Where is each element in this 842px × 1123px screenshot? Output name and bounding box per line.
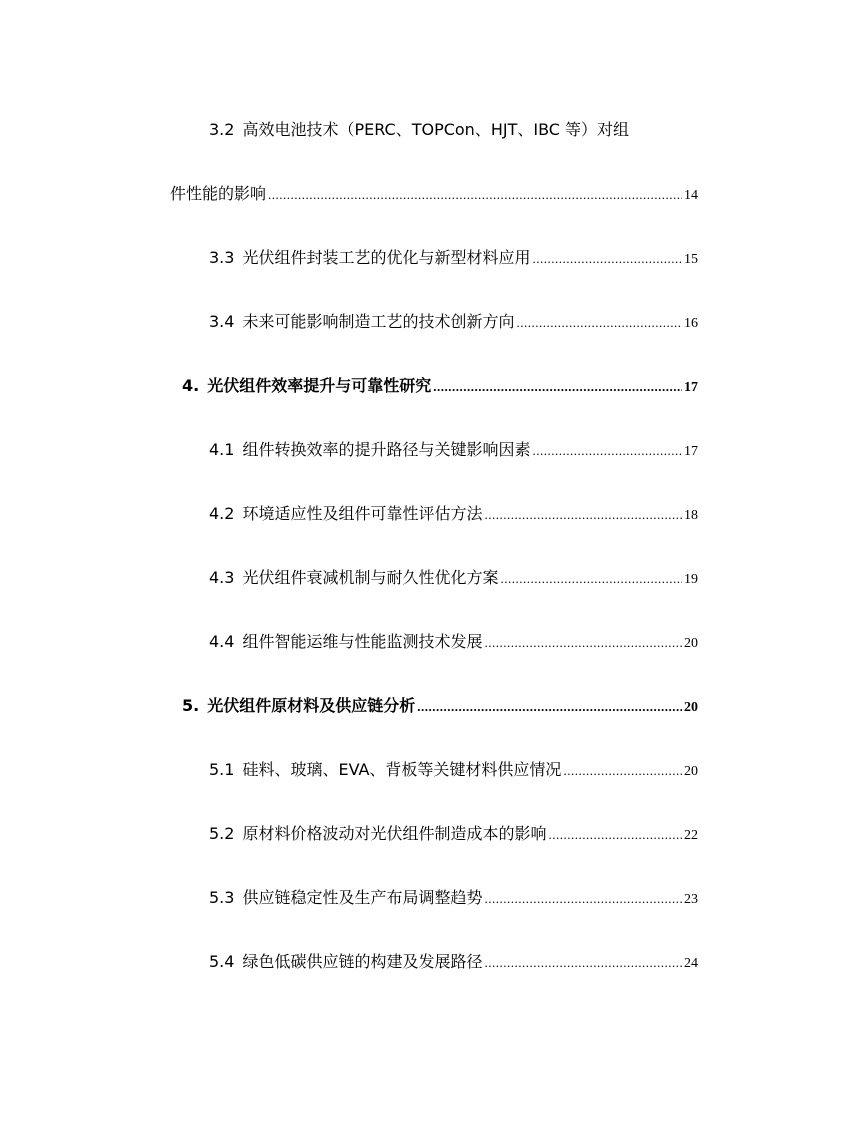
toc-entry-3-4[interactable] (209, 312, 698, 334)
toc-entry-number: 3.2 (209, 120, 235, 139)
toc-section-title: 光伏组件效率提升与可靠性研究 (207, 376, 432, 395)
toc-entry-title: 组件智能运维与性能监测技术发展 (242, 632, 483, 651)
toc-page-number: 15 (684, 252, 698, 267)
dot-leader (500, 569, 682, 589)
toc-entry-5-3[interactable] (209, 888, 698, 910)
toc-entry-4-1[interactable] (209, 440, 698, 462)
toc-page-number: 17 (684, 444, 698, 459)
toc-entry-title-continuation: 件性能的影响 (170, 184, 267, 203)
toc-entry-title: 组件转换效率的提升路径与关键影响因素 (242, 440, 531, 459)
toc-page-number: 20 (684, 700, 698, 715)
toc-section-4[interactable] (182, 376, 698, 398)
toc-entry-number: 3.3 (209, 248, 235, 267)
dot-leader (417, 697, 682, 717)
dot-leader (484, 633, 682, 653)
toc-entry-3-2-line1[interactable] (209, 120, 698, 140)
dot-leader (484, 953, 682, 973)
dot-leader (433, 377, 682, 397)
toc-page-number: 17 (684, 380, 698, 395)
dot-leader (484, 889, 682, 909)
toc-entry-4-3[interactable] (209, 568, 698, 590)
toc-entry-3-2-line2[interactable] (170, 184, 698, 206)
toc-page-number: 20 (684, 636, 698, 651)
toc-entry-number: 4.3 (209, 568, 235, 587)
toc-entry-number: 5.2 (209, 824, 235, 843)
toc-page-number: 16 (684, 316, 698, 331)
toc-entry-number: 4.2 (209, 504, 235, 523)
toc-entry-number: 4.4 (209, 632, 235, 651)
toc-section-number: 5. (182, 696, 200, 715)
toc-entry-number: 4.1 (209, 440, 235, 459)
toc-entry-title: 环境适应性及组件可靠性评估方法 (242, 504, 483, 523)
toc-entry-title: 光伏组件封装工艺的优化与新型材料应用 (242, 248, 531, 267)
toc-page-number: 14 (684, 188, 698, 203)
toc-entry-title: 高效电池技术（PERC、TOPCon、HJT、IBC 等）对组 (242, 120, 630, 139)
toc-entry-5-4[interactable] (209, 952, 698, 974)
toc-entry-number: 5.1 (209, 760, 235, 779)
toc-entry-title: 原材料价格波动对光伏组件制造成本的影响 (242, 824, 547, 843)
dot-leader (563, 761, 682, 781)
toc-entry-title: 供应链稳定性及生产布局调整趋势 (242, 888, 483, 907)
toc-entry-number: 5.4 (209, 952, 235, 971)
dot-leader (484, 505, 682, 525)
toc-entry-title: 未来可能影响制造工艺的技术创新方向 (242, 312, 515, 331)
dot-leader (516, 313, 682, 333)
dot-leader (532, 249, 682, 269)
dot-leader (268, 185, 682, 205)
toc-entry-title: 绿色低碳供应链的构建及发展路径 (242, 952, 483, 971)
toc-entry-5-1[interactable] (209, 760, 698, 782)
toc-entry-title: 硅料、玻璃、EVA、背板等关键材料供应情况 (242, 760, 562, 779)
toc-page-number: 23 (684, 892, 698, 907)
toc-page-number: 24 (684, 956, 698, 971)
toc-entry-4-2[interactable] (209, 504, 698, 526)
toc-page-number: 20 (684, 764, 698, 779)
toc-entry-4-4[interactable] (209, 632, 698, 654)
toc-section-5[interactable] (182, 696, 698, 718)
toc-page-number: 19 (684, 572, 698, 587)
toc-section-title: 光伏组件原材料及供应链分析 (207, 696, 416, 715)
toc-entry-number: 3.4 (209, 312, 235, 331)
toc-page-number: 22 (684, 828, 698, 843)
toc-entry-5-2[interactable] (209, 824, 698, 846)
toc-entry-title: 光伏组件衰减机制与耐久性优化方案 (242, 568, 499, 587)
toc-section-number: 4. (182, 376, 200, 395)
toc-entry-3-3[interactable] (209, 248, 698, 270)
toc-page-number: 18 (684, 508, 698, 523)
dot-leader (532, 441, 682, 461)
toc-entry-number: 5.3 (209, 888, 235, 907)
dot-leader (548, 825, 682, 845)
